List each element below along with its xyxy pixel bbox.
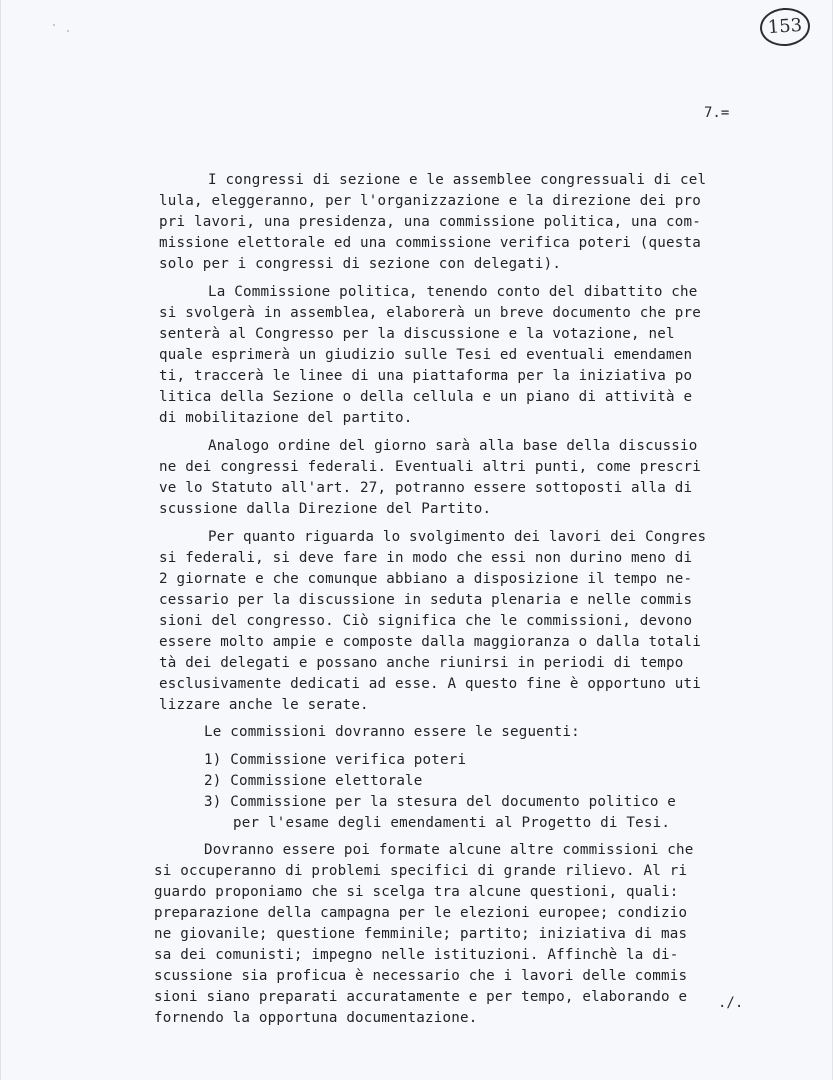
document-body <box>1 0 833 1080</box>
text-line: Le commissioni dovranno essere le seguenti: <box>204 724 580 740</box>
text-line: scussione sia proficua è necessario che i lavori delle commis <box>154 968 688 984</box>
text-line: preparazione della campagna per le elezioni europee; condizio <box>154 905 688 921</box>
text-line: cessario per la discussione in seduta plenaria e nelle commis <box>159 592 693 608</box>
text-line: esclusivamente dedicati ad esse. A questo fine è opportuno uti <box>159 676 701 692</box>
text-line: fornendo la opportuna documentazione. <box>154 1010 478 1026</box>
text-line: ne giovanile; questione femminile; partito; iniziativa di mas <box>154 926 688 942</box>
text-line: si occuperanno di problemi specifici di grande rilievo. Al ri <box>154 863 688 879</box>
text-line: missione elettorale ed una commissione verifica poteri (questa <box>159 235 701 251</box>
text-line: ti, traccerà le linee di una piattaforma per la iniziativa po <box>159 368 693 384</box>
continuation-mark: ./. <box>718 995 744 1011</box>
text-line: essere molto ampie e composte dalla maggioranza o dalla totali <box>159 634 701 650</box>
list-item: 2) Commissione elettorale <box>204 773 423 789</box>
text-line: lizzare anche le serate. <box>159 697 369 713</box>
list-item: 1) Commissione verifica poteri <box>204 752 467 768</box>
text-line: senterà al Congresso per la discussione e la votazione, nel <box>159 326 675 342</box>
text-line: si federali, si deve fare in modo che essi non durino meno di <box>159 550 693 566</box>
text-line: ve lo Statuto all'art. 27, potranno essere sottoposti alla di <box>159 480 693 496</box>
text-line: sioni del congresso. Ciò significa che le commissioni, devono <box>159 613 693 629</box>
text-line: 2 giornate e che comunque abbiano a disposizione il tempo ne- <box>159 571 693 587</box>
text-line: Dovranno essere poi formate alcune altre commissioni che <box>204 842 694 858</box>
text-line: sa dei comunisti; impegno nelle istituzioni. Affinchè la di- <box>154 947 679 963</box>
text-line: ne dei congressi federali. Eventuali altri punti, come prescri <box>159 459 701 475</box>
text-line: pri lavori, una presidenza, una commissione politica, una com- <box>159 214 701 230</box>
text-line: I congressi di sezione e le assemblee congressuali di cel <box>208 172 707 188</box>
archive-stamp: 153 <box>759 6 812 47</box>
text-line: di mobilitazione del partito. <box>159 410 413 426</box>
text-line: tà dei delegati e possano anche riunirsi in periodi di tempo <box>159 655 684 671</box>
text-line: Per quanto riguarda lo svolgimento dei lavori dei Congres <box>208 529 707 545</box>
page-number: 7.= <box>704 105 730 121</box>
text-line: Analogo ordine del giorno sarà alla base della discussio <box>208 438 698 454</box>
text-line: lula, eleggeranno, per l'organizzazione e la direzione dei pro <box>159 193 701 209</box>
text-line: litica della Sezione o della cellula e un piano di attività e <box>159 389 693 405</box>
text-line: solo per i congressi di sezione con delegati). <box>159 256 562 272</box>
text-line: guardo proponiamo che si scelga tra alcune questioni, quali: <box>154 884 679 900</box>
list-item: 3) Commissione per la stesura del documento politico e <box>204 794 677 810</box>
text-line: scussione dalla Direzione del Partito. <box>159 501 492 517</box>
list-item-continuation: per l'esame degli emendamenti al Progetto di Tesi. <box>233 815 671 831</box>
text-line: si svolgerà in assemblea, elaborerà un breve documento che pre <box>159 305 701 321</box>
text-line: quale esprimerà un giudizio sulle Tesi ed eventuali emendamen <box>159 347 693 363</box>
text-line: sioni siano preparati accuratamente e per tempo, elaborando e <box>154 989 688 1005</box>
text-line: La Commissione politica, tenendo conto del dibattito che <box>208 284 698 300</box>
